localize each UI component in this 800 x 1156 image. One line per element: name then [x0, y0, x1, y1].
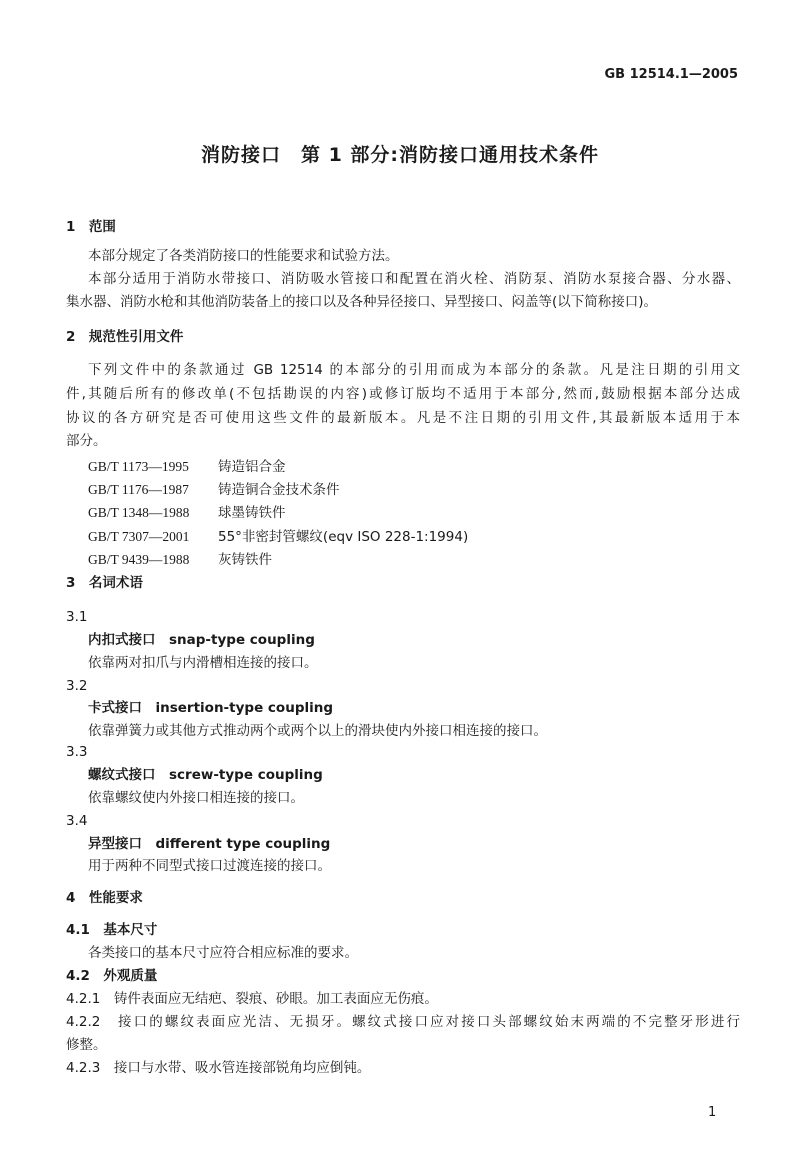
- reference-code: GB/T 1173—1995: [88, 459, 189, 474]
- reference-title: 球墨铸铁件: [218, 505, 286, 521]
- term-definition: 用于两种不同型式接口过渡连接的接口。: [88, 858, 331, 874]
- reference-title: 灰铸铁件: [218, 552, 272, 568]
- term-definition: 依靠螺纹使内外接口相连接的接口。: [88, 790, 304, 806]
- clause-number: 3.3: [66, 744, 88, 760]
- section-3-heading: 3 名词术语: [66, 575, 143, 591]
- reference-title: 铸造铝合金: [218, 459, 286, 475]
- reference-title: 铸造铜合金技术条件: [218, 482, 340, 498]
- paragraph: 件,其随后所有的修改单(不包括勘误的内容)或修订版均不适用于本部分,然而,鼓励根据本部分达成: [66, 386, 740, 402]
- page-title: 消防接口 第 1 部分:消防接口通用技术条件: [200, 144, 600, 166]
- term: 内扣式接口 snap-type coupling: [88, 632, 315, 648]
- standard-number: GB 12514.1—2005: [604, 67, 738, 82]
- term: 螺纹式接口 screw-type coupling: [88, 767, 323, 783]
- clause-number: 3.2: [66, 678, 88, 694]
- reference-code: GB/T 7307—2001: [88, 529, 190, 544]
- term: 卡式接口 insertion-type coupling: [88, 700, 334, 716]
- paragraph: 协议的各方研究是否可使用这些文件的最新版本。凡是不注日期的引用文件,其最新版本适用于本: [66, 410, 740, 426]
- paragraph: 集水器、消防水枪和其他消防装备上的接口以及各种异径接口、异型接口、闷盖等(以下简称接口)。: [66, 294, 658, 310]
- paragraph: 本部分适用于消防水带接口、消防吸水管接口和配置在消火栓、消防泵、消防水泵接合器、分水器、: [88, 271, 740, 287]
- clause-text: 修整。: [66, 1037, 107, 1053]
- clause-heading: 4.1 基本尺寸: [66, 922, 158, 938]
- section-4-heading: 4 性能要求: [66, 890, 143, 906]
- paragraph: 部分。: [66, 433, 107, 449]
- section-1-heading: 1 范围: [66, 219, 116, 235]
- term-definition: 依靠两对扣爪与内滑槽相连接的接口。: [88, 655, 318, 671]
- clause-text: 4.2.1 铸件表面应无结疤、裂痕、砂眼。加工表面应无伤痕。: [66, 991, 438, 1007]
- paragraph: 各类接口的基本尺寸应符合相应标准的要求。: [88, 945, 358, 961]
- section-2-heading: 2 规范性引用文件: [66, 329, 184, 345]
- clause-heading: 4.2 外观质量: [66, 968, 158, 984]
- reference-code: GB/T 1176—1987: [88, 482, 189, 497]
- clause-number: 3.1: [66, 609, 88, 625]
- clause-number: 3.4: [66, 813, 88, 829]
- page-number: 1: [708, 1105, 717, 1120]
- term-definition: 依靠弹簧力或其他方式推动两个或两个以上的滑块使内外接口相连接的接口。: [88, 723, 547, 739]
- reference-code: GB/T 9439—1988: [88, 552, 190, 567]
- term: 异型接口 different type coupling: [88, 836, 331, 852]
- paragraph: 本部分规定了各类消防接口的性能要求和试验方法。: [88, 248, 399, 264]
- reference-title: 55°非密封管螺纹(eqv ISO 228-1:1994): [218, 529, 469, 545]
- clause-text: 4.2.2 接口的螺纹表面应光洁、无损牙。螺纹式接口应对接口头部螺纹始末两端的不完整牙形进行: [66, 1014, 740, 1030]
- paragraph: 下列文件中的条款通过 GB 12514 的本部分的引用而成为本部分的条款。凡是注日期的引用文: [88, 362, 740, 378]
- reference-code: GB/T 1348—1988: [88, 505, 190, 520]
- clause-text: 4.2.3 接口与水带、吸水管连接部锐角均应倒钝。: [66, 1060, 371, 1076]
